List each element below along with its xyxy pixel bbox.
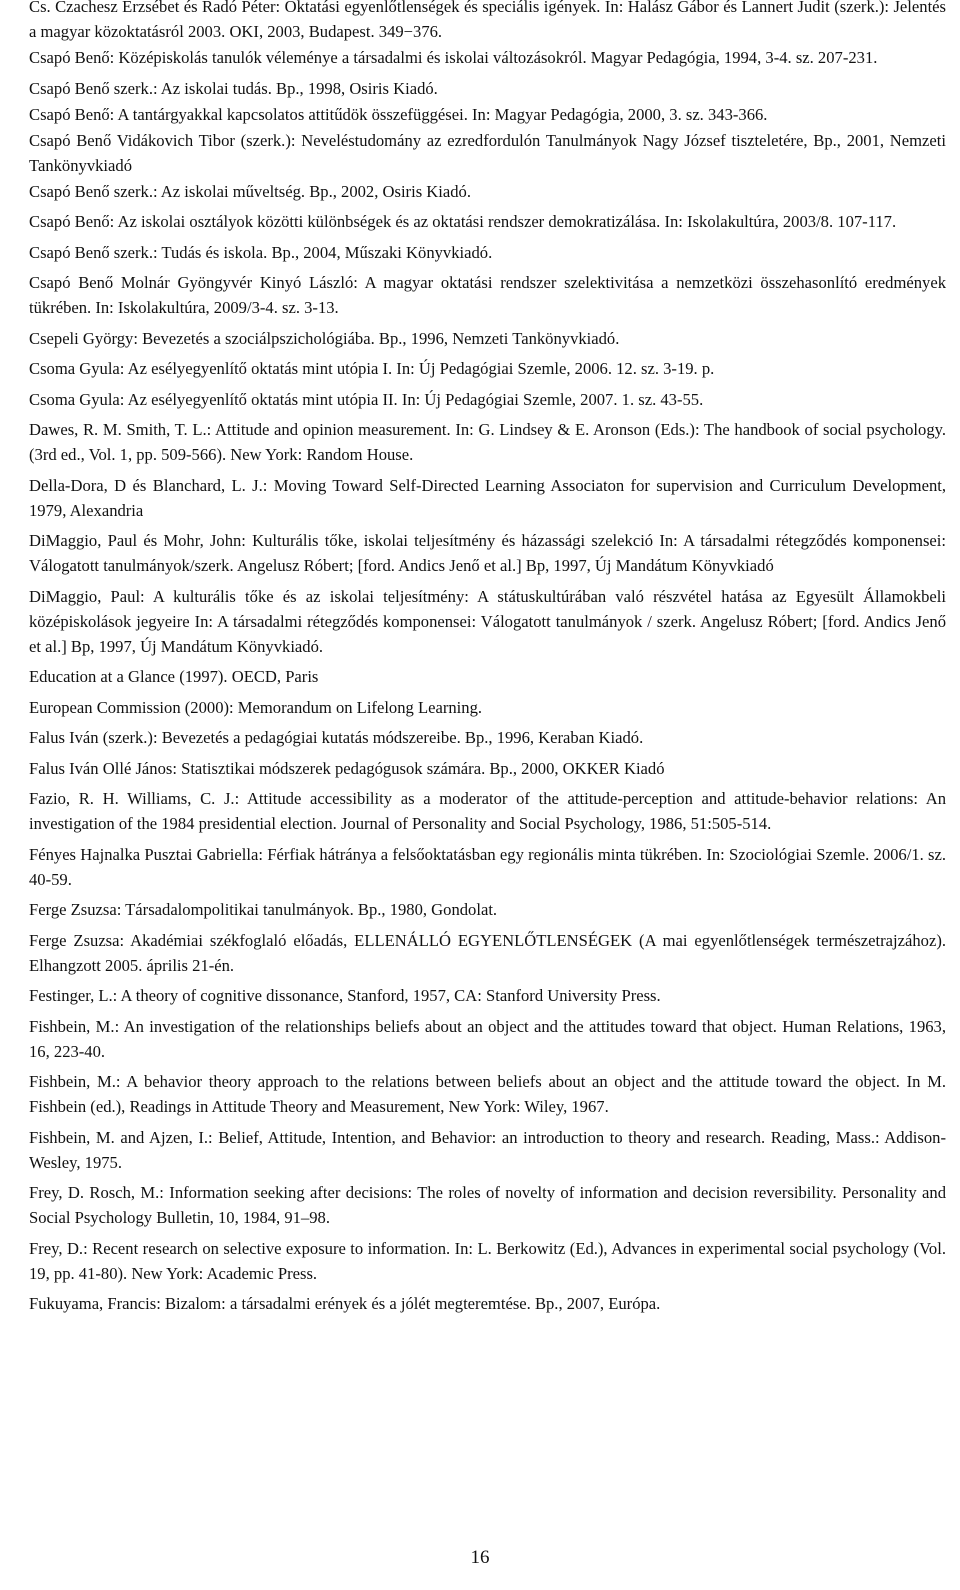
- reference-entry: Della-Dora, D és Blanchard, L. J.: Moving Toward Self-Directed Learning Associaton for supervision and Curriculum Development, 1979, Alexandria: [29, 475, 946, 520]
- reference-entry: Csapó Benő: Középiskolás tanulók véleménye a társadalmi és iskolai változásokról. Magyar Pedagógia, 1994, 3-4. sz. 207-231.: [29, 48, 878, 67]
- reference-entry: Frey, D. Rosch, M.: Information seeking after decisions: The roles of novelty of information and decision reversibility. Personality and Social Psychology Bulletin, 10, 1984, 91–98.: [29, 1183, 946, 1227]
- reference-entry: Csapó Benő szerk.: Az iskolai tudás. Bp., 1998, Osiris Kiadó.: [29, 78, 438, 98]
- reference-entry: Education at a Glance (1997). OECD, Paris: [29, 667, 319, 686]
- reference-entry: Ferge Zsuzsa: Társadalompolitikai tanulmányok. Bp., 1980, Gondolat.: [29, 900, 498, 919]
- reference-entry: Csapó Benő szerk.: Tudás és iskola. Bp., 2004, Műszaki Könyvkiadó.: [29, 242, 493, 262]
- reference-entry: Fukuyama, Francis: Bizalom: a társadalmi erények és a jólét megteremtése. Bp., 2007, Európa.: [29, 1294, 661, 1313]
- reference-list: [29, 0, 946, 1322]
- reference-entry: DiMaggio, Paul és Mohr, John: Kulturális tőke, iskolai teljesítmény és házassági szelekció In: A társadalmi rétegződés komponensei: Válogatott tanulmányok/szerk. Angelusz Róbert; [ford. Andics Jenő et al.] Bp, 1997, Új Mandátum Könyvkiadó: [29, 531, 946, 575]
- reference-entry: Csapó Benő Vidákovich Tibor (szerk.): Neveléstudomány az ezredfordulón Tanulmányok Nagy József tiszteletére, Bp., 2001, Nemzeti Tankönyvkiadó: [29, 130, 946, 175]
- reference-entry: Csapó Benő Molnár Gyöngyvér Kinyó László: A magyar oktatási rendszer szelektivitása a nemzetközi összehasonlító eredmények tükrében. In: Iskolakultúra, 2009/3-4. sz. 3-13.: [29, 273, 946, 317]
- reference-entry: Fishbein, M.: A behavior theory approach to the relations between beliefs about an object and the attitude toward the object. In M. Fishbein (ed.), Readings in Attitude Theory and Measurement, New York: Wiley, 1967.: [29, 1072, 946, 1116]
- reference-entry: Csoma Gyula: Az esélyegyenlítő oktatás mint utópia I. In: Új Pedagógiai Szemle, 2006. 12. sz. 3-19. p.: [29, 359, 715, 378]
- reference-entry: Csapó Benő szerk.: Az iskolai műveltség. Bp., 2002, Osiris Kiadó.: [29, 181, 471, 201]
- reference-entry: Csapó Benő: A tantárgyakkal kapcsolatos attitűdök összefüggései. In: Magyar Pedagógia, 2000, 3. sz. 343-366.: [29, 104, 768, 124]
- reference-entry: European Commission (2000): Memorandum on Lifelong Learning.: [29, 697, 483, 717]
- reference-entry: Csoma Gyula: Az esélyegyenlítő oktatás mint utópia II. In: Új Pedagógiai Szemle, 2007. 1. sz. 43-55.: [29, 389, 704, 409]
- reference-entry: Cs. Czachesz Erzsébet és Radó Péter: Oktatási egyenlőtlenségek és speciális igények. In: Halász Gábor és Lannert Judit (szerk.): Jelentés a magyar közoktatásról 2003. OKI, 2003, Budapest. 349−376.: [29, 0, 946, 41]
- reference-entry: Ferge Zsuzsa: Akadémiai székfoglaló előadás, ELLENÁLLÓ EGYENLŐTLENSÉGEK (A mai egyenlőtlenségek természetrajzához). Elhangzott 2005. április 21-én.: [29, 930, 946, 975]
- reference-entry: Csapó Benő: Az iskolai osztályok közötti különbségek és az oktatási rendszer demokratizálása. In: Iskolakultúra, 2003/8. 107-117.: [29, 212, 897, 231]
- reference-entry: DiMaggio, Paul: A kulturális tőke és az iskolai teljesítmény: A státuskultúrában való részvétel hatása az Egyesült Államokbeli középiskolások jegyeire In: A társadalmi rétegződés komponensei: Válogatott tanulmányok / szerk. Angelusz Róbert; [ford. Andics Jenő et al.] Bp, 1997, Új Mandátum Könyvkiadó.: [29, 586, 946, 656]
- reference-entry: Festinger, L.: A theory of cognitive dissonance, Stanford, 1957, CA: Stanford University Press.: [29, 986, 661, 1005]
- reference-entry: Fishbein, M.: An investigation of the relationships beliefs about an object and the attitudes toward that object. Human Relations, 1963, 16, 223-40.: [29, 1016, 946, 1061]
- reference-entry: Falus Iván (szerk.): Bevezetés a pedagógiai kutatás módszereibe. Bp., 1996, Keraban Kiadó.: [29, 728, 644, 747]
- reference-entry: Falus Iván Ollé János: Statisztikai módszerek pedagógusok számára. Bp., 2000, OKKER Kiadó: [29, 758, 665, 778]
- page-number: 16: [470, 1547, 490, 1568]
- reference-entry: Fazio, R. H. Williams, C. J.: Attitude accessibility as a moderator of the attitude-perception and attitude-behavior relations: An investigation of the 1984 presidential election. Journal of Personality and Social Psychology, 1986, 51:505-514.: [29, 789, 946, 833]
- reference-entry: Fishbein, M. and Ajzen, I.: Belief, Attitude, Intention, and Behavior: an introduction to theory and research. Reading, Mass.: Addison-Wesley, 1975.: [29, 1127, 946, 1172]
- reference-entry: Dawes, R. M. Smith, T. L.: Attitude and opinion measurement. In: G. Lindsey & E. Aronson (Eds.): The handbook of social psychology. (3rd ed., Vol. 1, pp. 509-566). New York: Random House.: [29, 420, 946, 464]
- reference-entry: Frey, D.: Recent research on selective exposure to information. In: L. Berkowitz (Ed.), Advances in experimental social psychology (Vol. 19, pp. 41-80). New York: Academic Press.: [29, 1238, 946, 1283]
- reference-entry: Csepeli György: Bevezetés a szociálpszichológiába. Bp., 1996, Nemzeti Tankönyvkiadó.: [29, 328, 620, 348]
- reference-entry: Fényes Hajnalka Pusztai Gabriella: Férfiak hátránya a felsőoktatásban egy regionális minta tükrében. In: Szociológiai Szemle. 2006/1. sz. 40-59.: [29, 844, 946, 889]
